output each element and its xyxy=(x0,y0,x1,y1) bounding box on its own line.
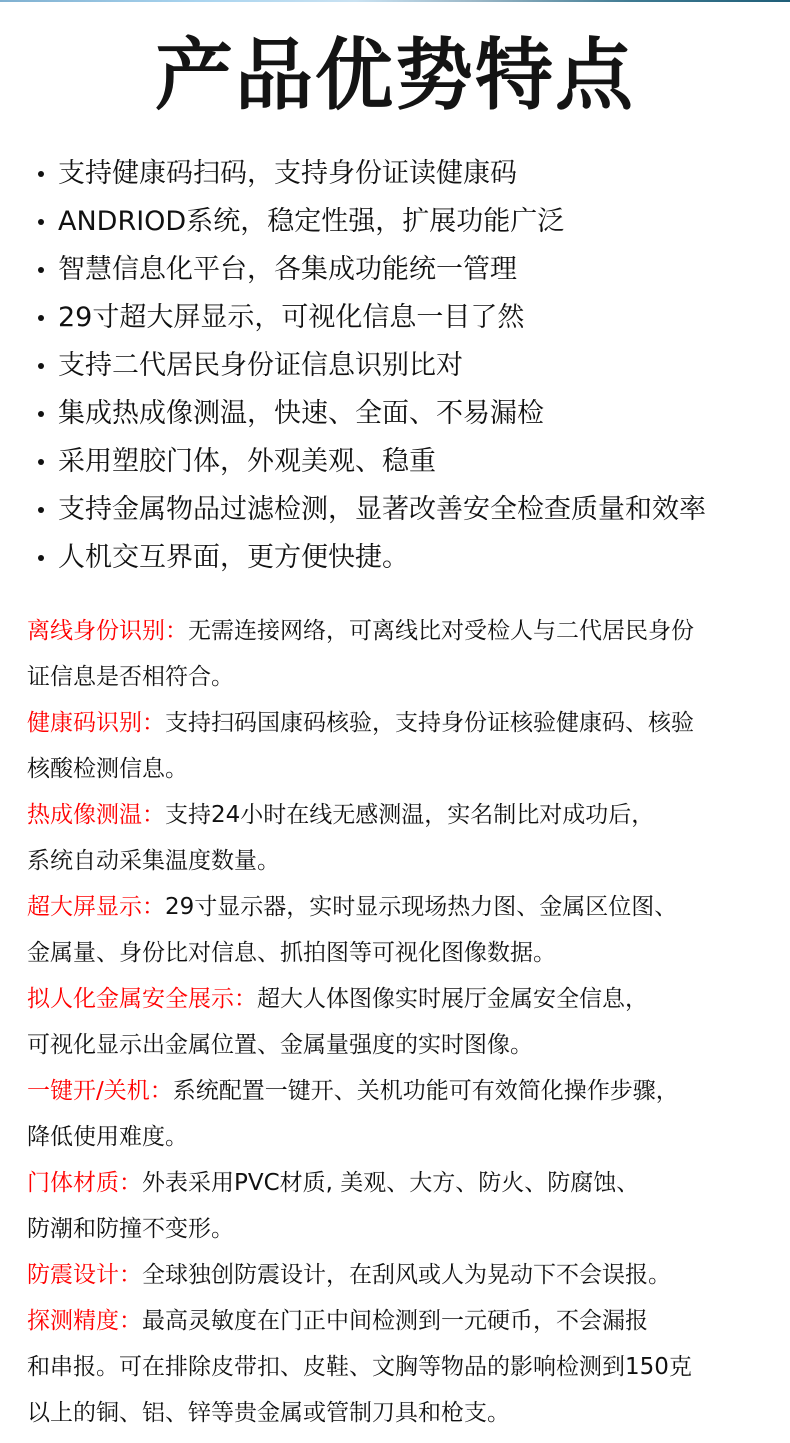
bullet-dot-icon xyxy=(38,555,44,561)
feature-bullet-text: 支持健康码扫码，支持身份证读健康码 xyxy=(58,158,517,189)
detail-line: 系统自动采集温度数量。 xyxy=(27,848,280,874)
feature-details xyxy=(27,608,787,1436)
feature-bullet-text: 人机交互界面，更方便快捷。 xyxy=(58,542,409,573)
detail-label: 离线身份识别： xyxy=(27,618,188,644)
detail-line: 核酸检测信息。 xyxy=(27,756,188,782)
detail-line: 防潮和防撞不变形。 xyxy=(27,1216,234,1242)
feature-bullet-item xyxy=(34,486,706,534)
feature-bullet-text: 支持金属物品过滤检测，显著改善安全检查质量和效率 xyxy=(58,494,706,525)
detail-offline-id xyxy=(27,608,787,700)
feature-bullet-text: ANDRIOD系统，稳定性强，扩展功能广泛 xyxy=(58,206,565,237)
detail-line xyxy=(27,700,787,746)
detail-line xyxy=(27,1298,787,1344)
feature-bullet-item xyxy=(34,246,706,294)
detail-line: 和串报。可在排除皮带扣、皮鞋、文胸等物品的影响检测到150克 xyxy=(27,1354,692,1380)
detail-line xyxy=(27,1252,787,1298)
feature-bullet-item xyxy=(34,198,706,246)
detail-text: 超大人体图像实时展厅金属安全信息， xyxy=(257,986,648,1012)
bullet-dot-icon xyxy=(38,315,44,321)
detail-line xyxy=(27,792,787,838)
bullet-dot-icon xyxy=(38,171,44,177)
feature-bullet-text: 支持二代居民身份证信息识别比对 xyxy=(58,350,463,381)
detail-metal-display xyxy=(27,976,787,1068)
feature-bullet-text: 29寸超大屏显示，可视化信息一目了然 xyxy=(58,302,525,333)
feature-bullet-item xyxy=(34,294,706,342)
detail-label: 拟人化金属安全展示： xyxy=(27,986,257,1012)
detail-text: 支持扫码国康码核验，支持身份证核验健康码、核验 xyxy=(165,710,694,736)
detail-line: 降低使用难度。 xyxy=(27,1124,188,1150)
detail-health-code xyxy=(27,700,787,792)
bullet-dot-icon xyxy=(38,459,44,465)
detail-line: 证信息是否相符合。 xyxy=(27,664,234,690)
bullet-dot-icon xyxy=(38,507,44,513)
detail-text: 支持24小时在线无感测温，实名制比对成功后， xyxy=(165,802,655,828)
detail-line: 以上的铜、铝、锌等贵金属或管制刀具和枪支。 xyxy=(27,1400,510,1426)
top-gradient-bar xyxy=(0,0,790,2)
detail-thermal-imaging xyxy=(27,792,787,884)
detail-shockproof xyxy=(27,1252,787,1298)
detail-label: 健康码识别： xyxy=(27,710,165,736)
page-title: 产品优势特点 xyxy=(154,31,635,121)
detail-large-screen xyxy=(27,884,787,976)
detail-line xyxy=(27,608,787,654)
detail-text: 系统配置一键开、关机功能可有效简化操作步骤， xyxy=(172,1078,679,1104)
feature-bullet-item xyxy=(34,438,706,486)
detail-label: 门体材质： xyxy=(27,1170,142,1196)
detail-line xyxy=(27,1068,787,1114)
detail-label: 一键开/关机： xyxy=(27,1078,173,1104)
detail-power-switch xyxy=(27,1068,787,1160)
detail-label: 超大屏显示： xyxy=(27,894,165,920)
detail-label: 防震设计： xyxy=(27,1262,142,1288)
feature-bullet-item xyxy=(34,150,706,198)
detail-line: 可视化显示出金属位置、金属量强度的实时图像。 xyxy=(27,1032,533,1058)
detail-line: 金属量、身份比对信息、抓拍图等可视化图像数据。 xyxy=(27,940,556,966)
detail-text: 29寸显示器，实时显示现场热力图、金属区位图、 xyxy=(165,894,678,920)
detail-door-material xyxy=(27,1160,787,1252)
detail-text: 无需连接网络，可离线比对受检人与二代居民身份 xyxy=(188,618,694,644)
feature-bullet-list xyxy=(34,150,706,582)
detail-line xyxy=(27,1160,787,1206)
detail-text: 最高灵敏度在门正中间检测到一元硬币，不会漏报 xyxy=(142,1308,648,1334)
detail-line xyxy=(27,884,787,930)
feature-bullet-text: 智慧信息化平台，各集成功能统一管理 xyxy=(58,254,517,285)
feature-bullet-text: 集成热成像测温，快速、全面、不易漏检 xyxy=(58,398,544,429)
bullet-dot-icon xyxy=(38,219,44,225)
detail-text: 外表采用PVC材质, 美观、大方、防火、防腐蚀、 xyxy=(142,1170,640,1196)
feature-bullet-item xyxy=(34,390,706,438)
detail-detection-accuracy xyxy=(27,1298,787,1436)
feature-bullet-text: 采用塑胶门体，外观美观、稳重 xyxy=(58,446,436,477)
bullet-dot-icon xyxy=(38,363,44,369)
detail-label: 探测精度： xyxy=(27,1308,142,1334)
detail-line xyxy=(27,976,787,1022)
bullet-dot-icon xyxy=(38,411,44,417)
detail-text: 全球独创防震设计，在刮风或人为晃动下不会误报。 xyxy=(142,1262,671,1288)
feature-bullet-item xyxy=(34,342,706,390)
bullet-dot-icon xyxy=(38,267,44,273)
feature-bullet-item xyxy=(34,534,706,582)
detail-label: 热成像测温： xyxy=(27,802,165,828)
